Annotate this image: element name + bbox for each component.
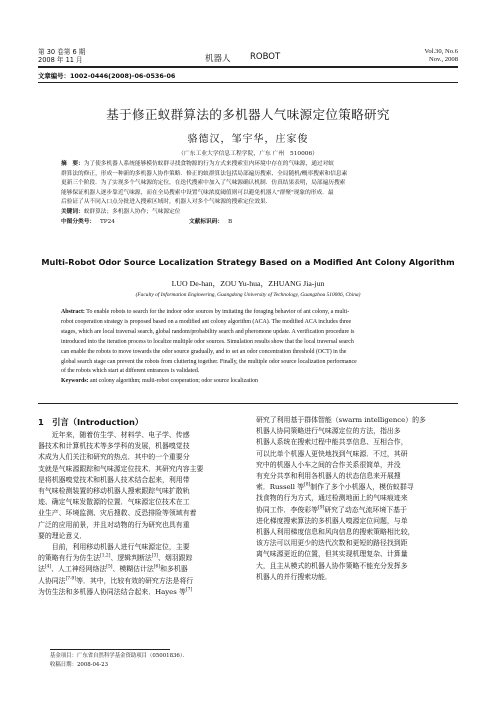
abstract-cn-label: 摘 要： [61,161,84,167]
doc-code-value: B [228,218,233,225]
footnote-received: 收稿日期：2008-04-23 [50,662,109,668]
section-1-heading: 1 引言（Introduction） [38,417,144,427]
article-number: 文章编号：1002-0446(2008)-06-0536-06 [38,72,176,80]
header-date-cn: 2008 年 11 月 [38,56,83,64]
body-line: 广泛的应用前景，并且对动物的行为研究也具有重 [38,520,190,529]
doc-code-label: 文献标识码： [189,218,224,225]
clc-label: 中图分类号： [61,218,96,225]
header-volume-en: Vol.30, No.6 [424,48,458,55]
affiliation-en: (Faculty of Information Engineering, Guangdong University of Technology, Guangzhou 510006, China) [135,292,361,298]
abstract-en [61,308,438,387]
left-column [38,415,242,598]
citation: [4] [44,565,52,571]
footnote-rule [50,649,170,650]
body-line: 协同工作．李俊彩等[9]研究了动态气流环境下基于 [256,505,407,514]
abstract-en-line: To enable robots to search for the indoor odor sources by imitating the foraging behavior of ant colony, a multi- [84,309,350,315]
body-line: 术成为人们关注和研究的热点．其中的一个重要分 [38,453,190,462]
clc-value: TP24 [100,218,115,225]
article-rule [38,82,458,83]
abstract-cn-line: 为了使多机器人系统能够模仿蚁群寻找食物源的行为方式来搜索室内环境中存在的气味源，通过对蚁 [83,161,334,167]
citation: [1,2] [100,553,111,559]
body-line: 法[4]、人工神经网络法[5]、模糊估计法[6]和多机器 [38,565,188,574]
title-en: Multi-Robot Odor Source Localization Strategy Based on a Modified Ant Colony Algorithm [41,257,455,267]
body-line: 究中的机器人小车之间的合作关系很简单，并没 [256,460,401,469]
body-line: 索．Russell 等[8]制作了多个小机器人，模仿蚁群寻 [256,482,414,492]
citation: [7] [185,587,193,593]
body-line: 有气味检测装置的移动机器人搜索跟踪气味扩散轨 [38,487,190,496]
intro-paragraph-1 [38,430,242,542]
affiliation-cn: （广东工业大学信息工程学院，广东 广州 510006） [178,151,318,157]
footnote-fund: 基金项目：广东省自然科学基金资助项目（05001836）． [50,653,188,659]
body-line: 机器人系统在搜索过程中能共享信息、互相合作， [256,438,408,447]
authors-cn: 骆德汉，邹宇华，庄家俊 [187,134,309,145]
body-line: 研究了利用基于群体智能（swarm intelligence）的多 [256,416,426,424]
header-journal-en: ROBOT [250,52,281,62]
citation: [9] [318,505,325,511]
abstract-en-line: robot cooperation strategy is proposed based on a modified ant colony algorithm (ACA). The modified ACA includes three [61,318,352,325]
header-volume-cn: 第 30 卷第 6 期 [38,48,86,56]
keywords-en-label: Keywords: [61,378,89,385]
body-line: 目前，利用移动机器人进行气味源定位，主要 [38,543,190,552]
body-line: 器技术和计算机技术等多学科的发展，机器嗅觉技 [38,442,190,451]
body-line: 近年来，随着仿生学、材料学、电子学、传感 [38,431,190,439]
body-line: 该方法可以用更少的迭代次数和更短的路径找到距 [256,539,408,548]
keywords-en-value: ant colony algorithm; multi-robot cooperation; odor source localization [88,378,258,385]
abstract-cn-line: 更新三个阶段．为了实现多个气味源的定位，在迭代搜索中加入了气味源确认机制．仿真结果表明，局部遍历搜索 [61,180,346,187]
abstract-en-label: Abstract: [61,309,85,315]
body-line: 业生产、环境监测、灾后搜救、反恐排险等领域有着 [38,509,197,518]
body-line: 进化梯度搜索算法的多机器人嗅源定位问题，与单 [256,516,408,525]
abstract-cn [61,160,438,228]
header-date-en: Nov., 2008 [428,56,458,63]
citation: [3] [151,553,159,559]
footnote [50,652,188,670]
citation: [7-9] [65,576,77,582]
body-line: 是将机器嗅觉技术和机器人技术结合起来，利用带 [38,475,190,484]
body-line: 人协同法[7-9]等．其中，比较有效的研究方法是将行 [38,576,194,585]
header-rule [38,66,458,68]
authors-en: LUO De-han，ZOU Yu-hua，ZHUANG Jia-jun [171,279,325,288]
abstract-en-line: global search stage can prevent the robots from cluttering together. Finally, the multiple odor source localization performance [61,358,357,365]
body-line: 找食物的行为方式，通过检测地面上的气味痕迹来 [256,494,408,503]
abstract-en-line: introduced into the iteration process to localize multiple odor sources. Simulation results show that the local traversal search [61,338,354,345]
abstract-en-line: stages, which are local traversal search, global random/probability search and pheromone update. A verification procedure is [61,328,355,335]
body-line: 有充分共享和利用各机器人的状态信息来开展搜 [256,472,401,481]
body-line: 机器人协同策略进行气味源定位的方法，指出多 [256,427,401,436]
body-line: 离气味源更近的位置，但其实现机理复杂、计算量 [256,550,408,559]
title-cn: 基于修正蚁群算法的多机器人气味源定位策略研究 [106,107,390,122]
abstract-en-line: of the robots which start at different entrances is validated. [61,368,200,375]
body-line: 要的理论意义． [38,531,87,540]
right-column [256,415,460,583]
keywords-cn-value: 蚁群算法；多机器人协作；气味源定位 [83,208,181,215]
citation: [8] [304,482,311,488]
body-line: 机器人的并行搜索功能． [256,572,332,581]
abstract-cn-line: 群算法的修正，形成一种新的多机器人协作策略．修正的蚁群算法包括局部遍历搜索、全局随机/概率搜索和信息素 [61,170,348,177]
header-journal-cn: 机器人 [205,54,231,64]
citation: [6] [153,565,161,571]
abstract-cn-line: 能够保证机器人逐步靠近气味源，而在全局搜索中设置气味浓度阈值则可以避免机器人"群聚"现象的形成．最 [61,189,334,196]
body-line: 大，且主从模式的机器人协作策略不能充分发挥多 [256,561,408,570]
abstract-rule [38,403,458,404]
intro-paragraph-2 [38,542,242,598]
abstract-en-line: can enable the robots to move towards the odor source gradually, and to set an odor concentration threshold (OCT) in the [61,348,347,355]
abstract-cn-line: 后验证了从不同入口点分批进入搜索区域时，机器人对多个气味源的搜索定位效果． [61,199,272,206]
body-line: 可以比单个机器人更快地找到气味源．不过，其研 [256,449,408,458]
body-line: 机器人利用梯度信息和风向信息的搜索策略相比较， [256,528,415,537]
body-line: 为仿生法和多机器人协同法结合起来．Hayes 等[7] [38,587,193,596]
body-line: 迹、确定气味发散源的位置．气味源定位技术在工 [38,498,190,507]
citation: [5] [106,565,113,571]
body-line: 支就是气味源跟踪和气味源定位技术．其研究内容主要 [38,464,204,473]
body-line: 的策略有行为仿生法[1,2]、逻辑判断法[3]、烟羽跟踪 [38,553,193,563]
keywords-cn-label: 关键词： [61,208,84,215]
